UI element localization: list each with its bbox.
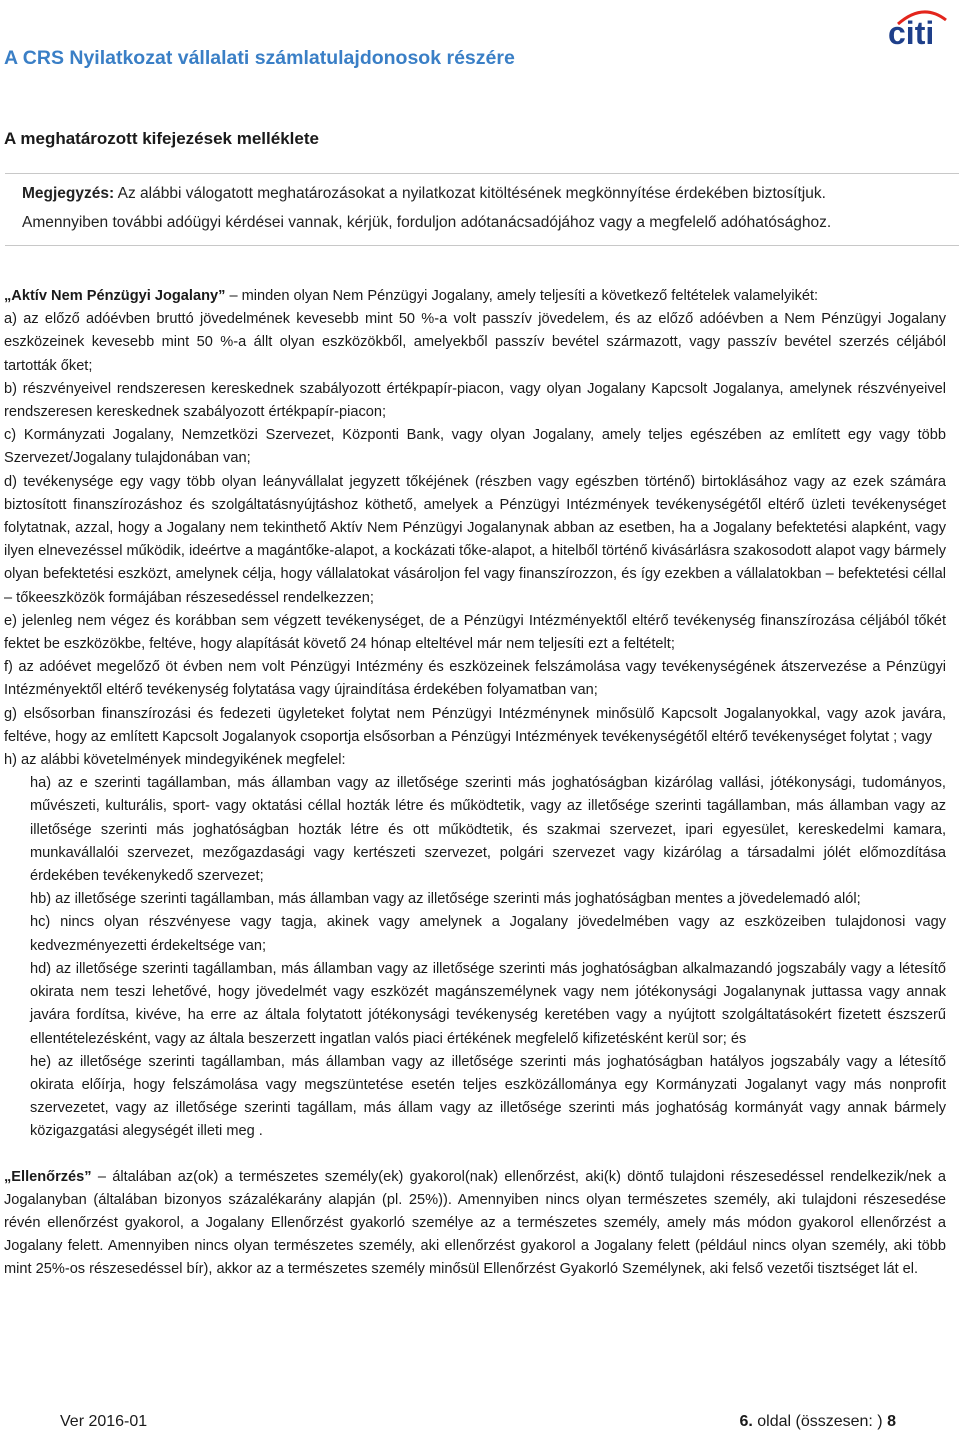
footer-page-info bbox=[739, 1413, 896, 1431]
definition-subitem-hb: hb) az illetősége szerinti tagállamban, más államban vagy az illetősége szerinti más joghatóságban mentes a jövedelemadó alól; bbox=[30, 891, 861, 908]
page-title: A CRS Nyilatkozat vállalati számlatulajdonosok részére bbox=[4, 47, 515, 69]
definition-item-g: g) elsősorban finanszírozási és fedezeti ügyleteket folytat nem Pénzügyi Intézménynek minősülő Kapcsolt Jogalanyokkal, vagy azok javára, feltéve, hogy az említett Kapcsolt Jogalanyok csoportja elsősorban a Pénzügyi Intézmények tevékenységétől eltérő tevékenységet folytat ; vagy bbox=[4, 705, 946, 745]
definition-intro: – minden olyan Nem Pénzügyi Jogalany, amely teljesíti a következő feltételek valamelyikét: bbox=[225, 288, 819, 304]
definition-text: – általában az(ok) a természetes személy(ek) gyakorol(nak) ellenőrzést, aki(k) döntő tulajdoni részesedéssel rendelkezik/nek a Jogalanyban (általában bizonyos százalékarány alapján (pl. 25%)). Amennyiben nincs olyan természetes személy, aki tulajdoni részesedése révén ellenőrzést gyakorol, a Jogalany Ellenőrzést gyakorló személye az a természetes személy, amely más módon gyakorol ellenőrzést a Jogalany felett. Amennyiben nincs olyan természetes személy, aki ellenőrzést gyakorol a Jogalany felett (például nincs olyan személy, aki több mint 25%-os részesedéssel bír), akkor az a természetes személy minősül Ellenőrzést Gyakorló Személynek, aki felső vezetői tisztséget lát el. bbox=[4, 1168, 946, 1278]
definition-term: „Aktív Nem Pénzügyi Jogalany” bbox=[4, 288, 226, 304]
definition-item-b: b) részvényeivel rendszeresen kereskednek szabályozott értékpapír-piacon, vagy olyan Jogalany Kapcsolt Jogalanya, amelynek részvényeivel rendszeresen kereskednek szabályozott értékpapír-piacon; bbox=[4, 380, 946, 421]
paragraph-gap bbox=[4, 1144, 946, 1166]
footer-page-total: 8 bbox=[887, 1413, 896, 1430]
definition-item-f: f) az adóévet megelőző öt évben nem volt Pénzügyi Intézmény és eszközeinek felszámolása vagy tevékenységének átszervezése a Pénzügyi Intézményektől eltérő tevékenység folytatása vagy újraindítása érdekében folyamatban van; bbox=[4, 659, 946, 699]
note-label: Megjegyzés: bbox=[22, 185, 115, 202]
definition-item-d: d) tevékenysége egy vagy több olyan leányvállalat jegyzett tőkéjének (részben vagy egészben történő) birtoklásához vagy az ezek számára biztosított finanszírozáshoz és szolgáltatásnyújtáshoz köthető, amelyek a Pénzügyi Intézmények tevékenységétől eltérő üzleti tevékenységet folytatnak, azzal, hogy a Jogalany nem tekinthető Aktív Nem Pénzügyi Jogalanynak abban az esetben, ha a Jogalany befektetési alapként, vagy ilyen elnevezéssel működik, ideértve a magántőke-alapot, a kockázati tőke-alapot, a hitelből történő kivásárlásra szakosodott alapot vagy bármely olyan befektetési eszközt, amelynek célja, hogy vállalatokat vásároljon fel vagy finanszírozzon, és így ezekben a vállalatokban – befektetési céllal – tőkeeszközök formájában részesedéssel rendelkezzen; bbox=[4, 473, 946, 606]
definition-subitem-ha: ha) az e szerinti tagállamban, más államban vagy az illetősége szerinti más joghatóságban kizárólag vallási, jótékonysági, tudományos, művészeti, kulturális, sport- vagy oktatási céllal hozták létre és működtetik, vagy az illetősége szerinti tagállamban, más államban vagy az illetősége szerinti más joghatóságban hozták létre és ott működtetik, és szakmai szervezet, ipari egyesület, kereskedelmi kamara, munkavállalói szervezet, mezőgazdasági vagy kertészeti szervezet, polgári szervezet vagy kizárólag a társadalmi jólét előmozdítása érdekében tevékenykedő szervezet; bbox=[30, 775, 946, 885]
definition-item-h: h) az alábbi követelmények mindegyikének megfelel: bbox=[4, 752, 346, 769]
definition-subitem-hc: hc) nincs olyan részvényese vagy tagja, akinek vagy amelynek a Jogalany jövedelmében vagy az eszközeiben tulajdonosi vagy kedvezményezetti érdekeltsége van; bbox=[30, 914, 946, 954]
definitions-content bbox=[4, 285, 946, 1282]
definition-subitem-he: he) az illetősége szerinti tagállamban, más államban vagy az illetősége szerinti más joghatóságban hatályos jogszabály vagy a létesítő okirata előírja, hogy felszámolása vagy megszüntetése esetén teljes eszközállománya egy Kormányzati Jogalanyt vagy más nonprofit szervezetet, vagy az illetősége szerinti tagállam, más állam vagy az illetősége szerinti más joghatóság kormányát vagy annak bármely közigazgatási alegységét illeti meg . bbox=[30, 1053, 946, 1140]
footer-version: Ver 2016-01 bbox=[60, 1413, 148, 1430]
citi-logo bbox=[886, 4, 950, 48]
footer-page-text: oldal (összesen: ) bbox=[752, 1413, 883, 1430]
note-line-2: Amennyiben további adóügyi kérdései vannak, kérjük, forduljon adótanácsadójához vagy a megfelelő adóhatósághoz. bbox=[22, 214, 832, 231]
definition-aktiv bbox=[4, 285, 946, 308]
definition-subitem-hd: hd) az illetősége szerinti tagállamban, más államban vagy az illetősége szerinti más joghatóságban alkalmazandó jogszabály vagy a létesítő okirata nem teszi lehetővé, hogy jövedelmét vagy eszközét magánszemélynek vagy nem jótékonysági Jogalanynak juttassa vagy annak javára fordítsa, kivéve, ha erre az általa folytatott jótékonysági tevékenység keretében vagy a nyújtott szolgáltatásokért fizetett észszerű ellentételezésként, vagy az általa beszerzett ingatlan valós piaci értékének megfelelő kifizetésként kerül sor; és bbox=[30, 960, 946, 1047]
note-text-1: Az alábbi válogatott meghatározásokat a nyilatkozat kitöltésének megkönnyítése érdekében biztosítjuk. bbox=[117, 185, 826, 202]
page-subtitle: A meghatározott kifejezések melléklete bbox=[4, 129, 319, 148]
note-line-1 bbox=[22, 182, 826, 206]
definition-term: „Ellenőrzés” bbox=[4, 1168, 92, 1185]
note-box bbox=[5, 173, 959, 246]
definition-ellenorzes bbox=[4, 1166, 946, 1282]
definition-item-e: e) jelenleg nem végez és korábban sem végzett tevékenységet, de a Pénzügyi Intézményektől eltérő tevékenység finanszírozása céljából tőkét fektet be eszközökbe, feltéve, hogy alapítását követő 24 hónap elteltével már nem teljesíti ezt a feltételt; bbox=[4, 612, 946, 653]
logo-text: citi bbox=[888, 15, 935, 48]
definition-item-c: c) Kormányzati Jogalany, Nemzetközi Szervezet, Központi Bank, vagy olyan Jogalany, amely teljes egészében az említett egy vagy több Szervezet/Jogalany tulajdonában van; bbox=[4, 427, 946, 467]
definition-item-a: a) az előző adóévben bruttó jövedelmének kevesebb mint 50 %-a volt passzív jövedelem, és az előző adóévben a Nem Pénzügyi Jogalany eszközeinek kevesebb mint 50 %-a állt olyan eszközökből, amelyekből passzív bevétel származott, vagy passzív bevétel szerzés céljából tartották őket; bbox=[4, 311, 946, 374]
footer-page-number: 6. bbox=[739, 1413, 753, 1430]
